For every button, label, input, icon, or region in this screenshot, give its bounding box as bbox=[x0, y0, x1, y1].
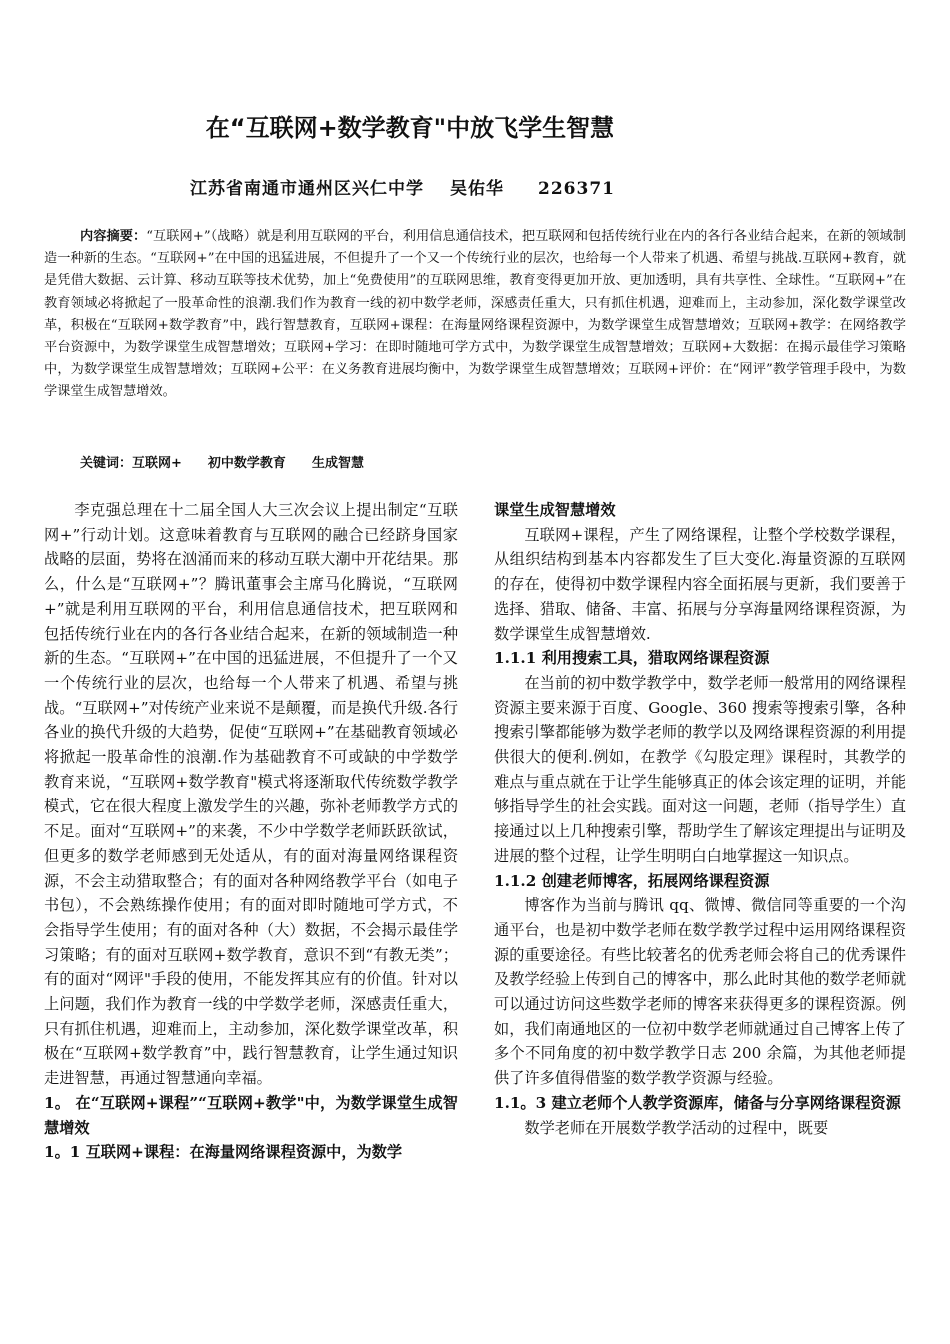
keywords-label: 关键词： bbox=[80, 456, 133, 471]
section-heading-1-1-2: 1.1.2 创建老师博客，拓展网络课程资源 bbox=[494, 871, 770, 890]
page-title: 在“互联网+数学教育"中放飞学生智慧 bbox=[205, 114, 615, 142]
section-heading-1-1-1: 1.1.1 利用搜索工具，猎取网络课程资源 bbox=[494, 649, 770, 668]
right-column bbox=[494, 498, 906, 1140]
author-postcode: 226371 bbox=[538, 179, 615, 199]
author-school: 江苏省南通市通州区兴仁中学 bbox=[190, 179, 424, 199]
abstract-text: “互联网+”（战略）就是利用互联网的平台，利用信息通信技术，把互联网和包括传统行业在内的各行各业结合起来，在新的领域制造一种新的生态。“互联网+”在中国的迅猛进展，不但提升了一个又一个传统行业的层次，也给每一个人带来了机遇、希望与挑战.互联网+教育，就是凭借大数据、云计算、移动互联等技术优势，加上“免费使用”的互联网思维，教育变得更加开放、更加透明，具有共享性、全球性。“互联网+”在教育领域必将掀起了一股革命性的浪潮.我们作为教育一线的初中数学老师，深感责任重大，只有抓住机遇，迎难而上，主动参加，深化数学课堂改革，积极在“互联网+数学教育”中，践行智慧教育，互联网+课程：在海量网络课程资源中，为数学课堂生成智慧增效；互联网+教学：在网络教学平台资源中，为数学课堂生成智慧增效；互联网+学习：在即时随地可学方式中，为数学课堂生成智慧增效；互联网+大数据：在揭示最佳学习策略中，为数学课堂生成智慧增效；互联网+公平：在义务教育进展均衡中，为数学课堂生成智慧增效；互联网+评价：在“网评”教学管理手段中，为数学课堂生成智慧增效。 bbox=[44, 229, 906, 400]
author-line bbox=[190, 174, 615, 199]
body-paragraph-intro: 李克强总理在十二届全国人大三次会议上提出制定“互联网+”行动计划。这意味着教育与互联网的融合已经跻身国家战略的层面，势将在汹涌而来的移动互联大潮中开花结果。那么，什么是“互联网+”？腾讯董事会主席马化腾说，“互联网+”就是利用互联网的平台，利用信息通信技术，把互联网和包括传统行业在内的各行各业结合起来，在新的领域制造一种新的生态。“互联网+”在中国的迅猛进展，不但提升了一个又一个传统行业的层次，也给每一个人带来了机遇、希望与挑战。“互联网+”对传统产业来说不是颠覆，而是换代升级.各行各业的换代升级的大趋势，促使“互联网+”在基础教育领域必将掀起一股革命性的浪潮.作为基础教育不可或缺的中学数学教育来说，“互联网+数学教育"模式将逐渐取代传统数学教学模式，它在很大程度上激发学生的兴趣，弥补老师教学方式的不足。面对“互联网+”的来袭，不少中学数学老师跃跃欲试，但更多的数学老师感到无处适从，有的面对海量网络课程资源，不会主动猎取整合；有的面对各种网络教学平台（如电子书包），不会熟练操作使用；有的面对即时随地可学方式，不会指导学生使用；有的面对各种（大）数据，不会揭示最佳学习策略；有的面对互联网+数学教育，意识不到“有教无类”；有的面对“网评"手段的使用，不能发挥其应有的价值。针对以上问题，我们作为教育一线的中学数学老师，深感责任重大，只有抓住机遇，迎难而上，主动参加，深化数学课堂改革，积极在“互联网+数学教育”中，践行智慧教育，让学生通过知识走进智慧，再通过智慧通向幸福。 bbox=[44, 501, 458, 1088]
section-heading-1-1: 1。1 互联网+课程：在海量网络课程资源中，为数学 bbox=[44, 1143, 403, 1162]
author-name: 吴佑华 bbox=[450, 179, 504, 199]
keyword-2: 初中数学教育 bbox=[207, 456, 286, 471]
section-heading-1-1-3: 1.1。3 建立老师个人教学资源库，储备与分享网络课程资源 bbox=[494, 1093, 901, 1112]
section-heading-1-1-cont: 课堂生成智慧增效 bbox=[494, 501, 616, 519]
keyword-1: 互联网+ bbox=[132, 456, 182, 471]
body-paragraph-1-1: 互联网+课程，产生了网络课程，让整个学校数学课程，从组织结构到基本内容都发生了巨大变化.海量资源的互联网的存在，使得初中数学课程内容全面拓展与更新，我们要善于选择、猎取、储备、丰富、拓展与分享海量网络课程资源，为数学课堂生成智慧增效. bbox=[494, 525, 906, 643]
body-paragraph-1-1-3: 数学老师在开展数学教学活动的过程中，既要 bbox=[524, 1118, 829, 1137]
body-paragraph-1-1-1: 在当前的初中数学教学中，数学老师一般常用的网络课程资源主要来源于百度、Google、360 搜索等搜索引擎，各种搜索引擎都能够为数学老师的教学以及网络课程资源的利用提供很大的便利.例如，在教学《勾股定理》课程时，其教学的难点与重点就在于让学生能够真正的体会该定理的证明，并能够指导学生的社会实践。面对这一问题，老师（指导学生）直接通过以上几种搜索引擎，帮助学生了解该定理提出与证明及进展的整个过程，让学生明明白白地掌握这一知识点。 bbox=[494, 673, 906, 865]
abstract bbox=[44, 226, 906, 404]
abstract-label: 内容摘要： bbox=[80, 229, 147, 244]
body-paragraph-1-1-2: 博客作为当前与腾讯 qq、微博、微信同等重要的一个沟通平台，也是初中数学老师在数学教学过程中运用网络课程资源的重要途径。有些比较著名的优秀老师会将自己的优秀课件及教学经验上传到自己的博客中，那么此时其他的数学老师就可以通过访问这些数学老师的博客来获得更多的课程资源。例如，我们南通地区的一位初中数学老师就通过自己博客上传了多个不同角度的初中数学教学日志 200 余篇，为其他老师提供了许多值得借鉴的数学教学资源与经验。 bbox=[494, 896, 906, 1088]
keyword-3: 生成智慧 bbox=[311, 456, 364, 471]
section-heading-1: 1。 在“互联网+课程”“互联网+教学"中，为数学课堂生成智慧增效 bbox=[44, 1093, 458, 1137]
keywords bbox=[80, 452, 390, 471]
left-column bbox=[44, 498, 458, 1165]
